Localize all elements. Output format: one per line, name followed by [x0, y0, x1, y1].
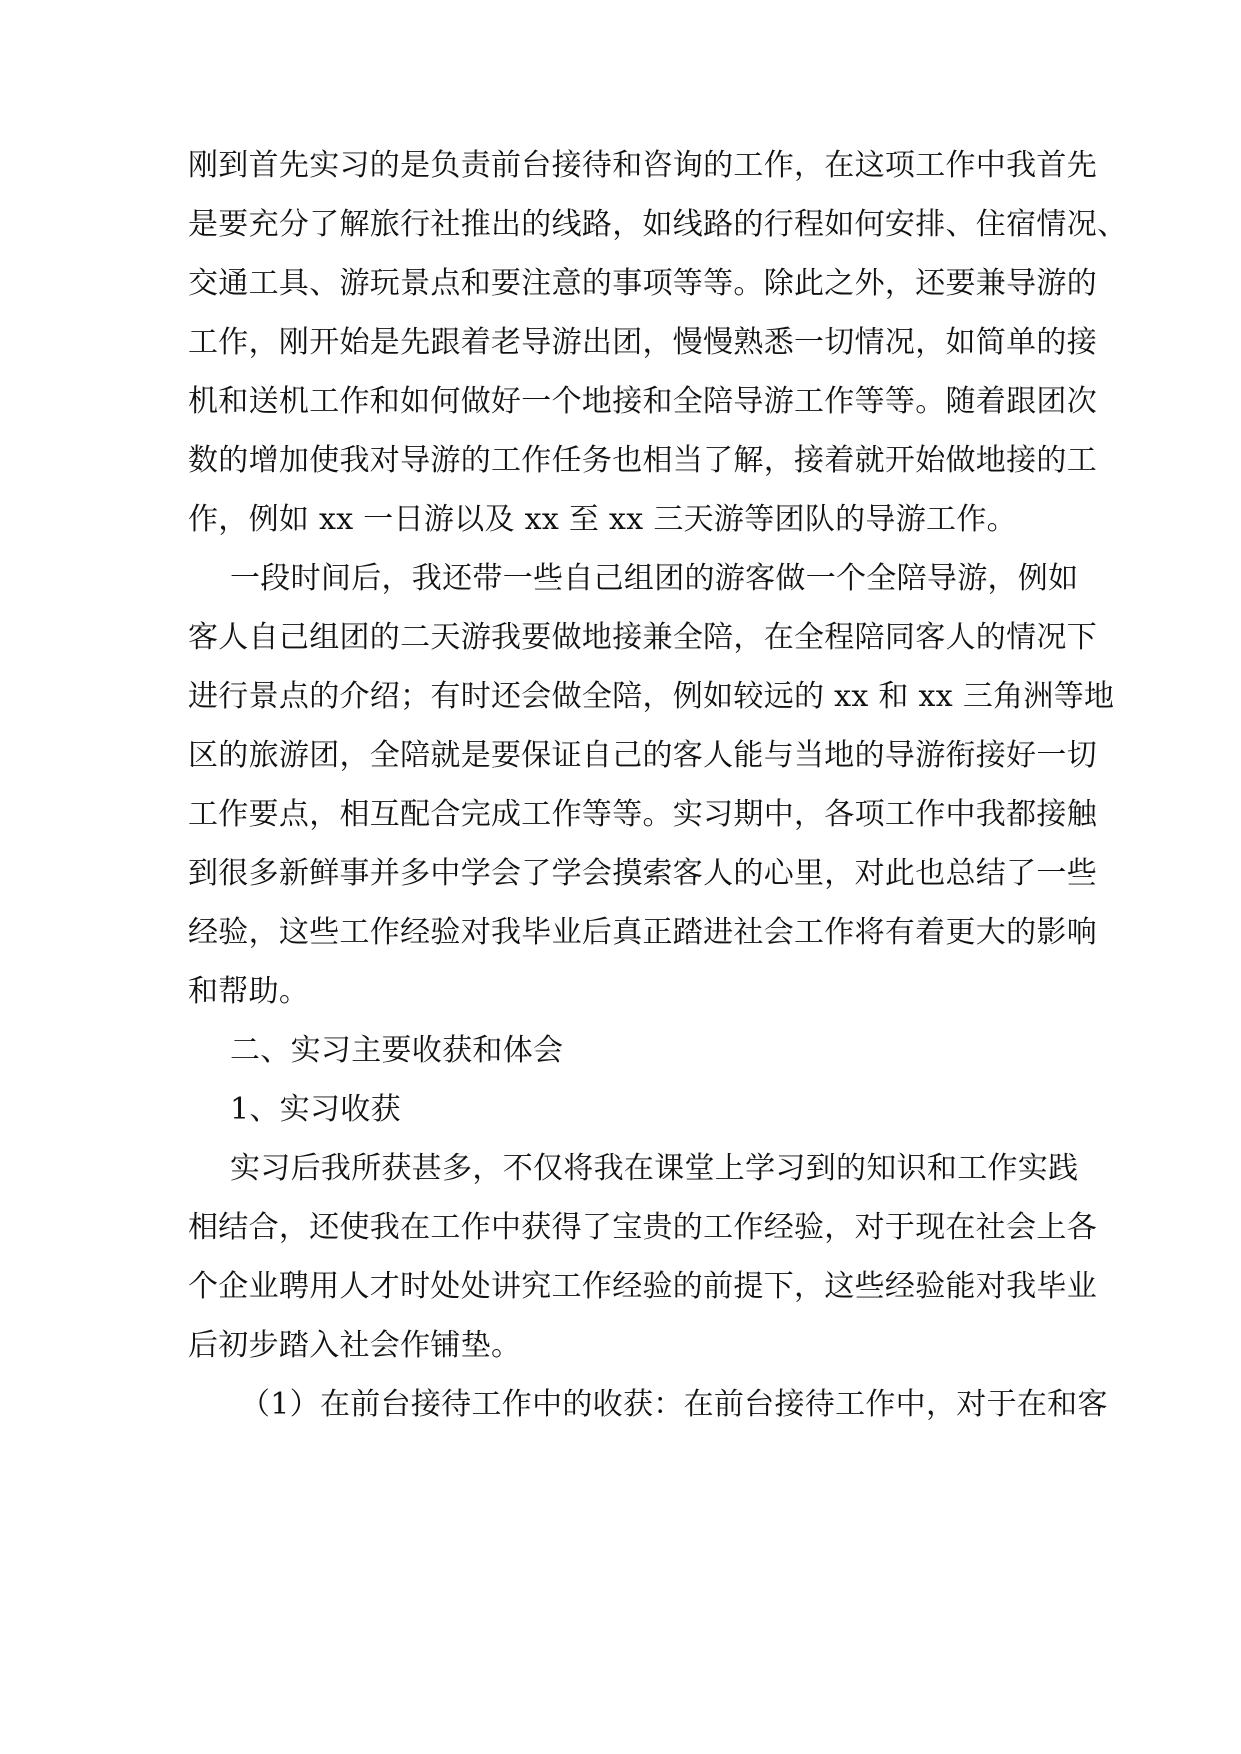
paragraph-line: 和帮助。 — [188, 974, 310, 1009]
paragraph-line: 到很多新鲜事并多中学会了学会摸索客人的心里，对此也总结了一些 — [188, 856, 1097, 891]
paragraph-line: 作，例如 xx 一日游以及 xx 至 xx 三天游等团队的导游工作。 — [188, 502, 1017, 537]
paragraph-line: 后初步踏入社会作铺垫。 — [188, 1328, 522, 1363]
paragraph-line: 相结合，还使我在工作中获得了宝贵的工作经验，对于现在社会上各 — [188, 1210, 1097, 1245]
paragraph-line: 经验，这些工作经验对我毕业后真正踏进社会工作将有着更大的影响 — [188, 915, 1097, 950]
paragraph-line: 机和送机工作和如何做好一个地接和全陪导游工作等等。随着跟团次 — [188, 384, 1097, 419]
paragraph-line: 客人自己组团的二天游我要做地接兼全陪，在全程陪同客人的情况下 — [188, 620, 1097, 655]
paragraph-line: 区的旅游团，全陪就是要保证自己的客人能与当地的导游衔接好一切 — [188, 738, 1097, 773]
paragraph-line: 个企业聘用人才时处处讲究工作经验的前提下，这些经验能对我毕业 — [188, 1269, 1097, 1304]
paragraph-line: （1）在前台接待工作中的收获：在前台接待工作中，对于在和客 — [240, 1387, 1108, 1422]
paragraph-line: 交通工具、游玩景点和要注意的事项等等。除此之外，还要兼导游的 — [188, 266, 1097, 301]
paragraph-line: 进行景点的介绍；有时还会做全陪，例如较远的 xx 和 xx 三角洲等地 — [188, 679, 1115, 714]
paragraph-line: 是要充分了解旅行社推出的线路，如线路的行程如何安排、住宿情况、 — [188, 207, 1128, 242]
paragraph-line: 数的增加使我对导游的工作任务也相当了解，接着就开始做地接的工 — [188, 443, 1097, 478]
paragraph-line: 工作要点，相互配合完成工作等等。实习期中，各项工作中我都接触 — [188, 797, 1097, 832]
paragraph-line: 一段时间后，我还带一些自己组团的游客做一个全陪导游，例如 — [230, 561, 1079, 596]
section-heading: 二、实习主要收获和体会 — [230, 1033, 564, 1068]
paragraph-line: 刚到首先实习的是负责前台接待和咨询的工作，在这项工作中我首先 — [188, 148, 1097, 183]
paragraph-line: 工作，刚开始是先跟着老导游出团，慢慢熟悉一切情况，如简单的接 — [188, 325, 1097, 360]
subsection-heading: 1、实习收获 — [230, 1092, 401, 1127]
paragraph-line: 实习后我所获甚多，不仅将我在课堂上学习到的知识和工作实践 — [230, 1151, 1079, 1186]
